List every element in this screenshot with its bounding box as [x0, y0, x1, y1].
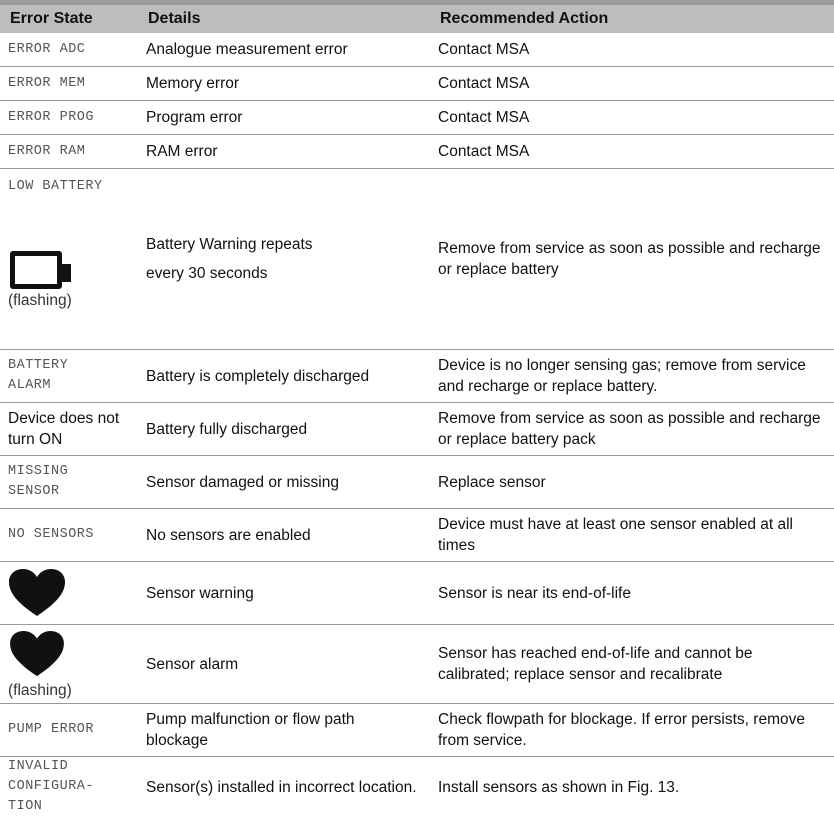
action-cell: Remove from service as soon as possible and recharge or replace battery [430, 169, 834, 350]
low-battery-label: LOW BATTERY [8, 179, 103, 194]
error-state-cell: ERROR MEM [0, 67, 138, 101]
action-cell: Device is no longer sensing gas; remove from service and recharge or replace battery. [430, 350, 834, 403]
action-cell: Check flowpath for blockage. If error persists, remove from service. [430, 704, 834, 757]
state-line: CONFIGURA- [8, 779, 94, 794]
flashing-note: (flashing) [8, 291, 128, 311]
details-cell: Memory error [138, 67, 430, 101]
action-cell: Install sensors as shown in Fig. 13. [430, 757, 834, 817]
action-cell: Sensor is near its end-of-life [430, 562, 834, 625]
heart-icon [8, 568, 66, 618]
header-details: Details [138, 3, 430, 34]
action-cell: Contact MSA [430, 101, 834, 135]
error-state-cell: ERROR RAM [0, 135, 138, 169]
battery-empty-icon [10, 251, 62, 289]
details-cell: Sensor damaged or missing [138, 456, 430, 509]
table-row [0, 625, 834, 704]
table-header-row [0, 3, 834, 34]
action-cell: Contact MSA [430, 135, 834, 169]
details-cell: Sensor(s) installed in incorrect location. [138, 757, 430, 817]
state-line: BATTERY [8, 358, 68, 373]
details-cell [138, 169, 430, 350]
error-state-cell [0, 757, 138, 817]
details-cell: Analogue measurement error [138, 33, 430, 67]
error-state-cell: ERROR PROG [0, 101, 138, 135]
battery-tip [62, 264, 71, 282]
error-state-cell [0, 350, 138, 403]
action-cell: Contact MSA [430, 67, 834, 101]
table-row [0, 509, 834, 562]
action-cell: Sensor has reached end-of-life and cannot be calibrated; replace sensor and recalibrate [430, 625, 834, 704]
table-row [0, 456, 834, 509]
action-cell: Remove from service as soon as possible and recharge or replace battery pack [430, 403, 834, 456]
action-cell: Device must have at least one sensor enabled at all times [430, 509, 834, 562]
details-cell: Program error [138, 101, 430, 135]
table-row [0, 135, 834, 169]
details-line: Battery Warning repeats [146, 236, 313, 253]
error-state-cell: PUMP ERROR [0, 704, 138, 757]
details-cell: Battery fully discharged [138, 403, 430, 456]
table-row [0, 350, 834, 403]
header-recommended-action: Recommended Action [430, 3, 834, 34]
details-cell: No sensors are enabled [138, 509, 430, 562]
action-cell: Contact MSA [430, 33, 834, 67]
error-state-cell: NO SENSORS [0, 509, 138, 562]
details-cell: Sensor warning [138, 562, 430, 625]
table-row [0, 169, 834, 350]
details-cell: Sensor alarm [138, 625, 430, 704]
state-line: TION [8, 799, 42, 814]
error-state-cell [0, 456, 138, 509]
error-state-cell [0, 625, 138, 704]
heart-icon [8, 630, 66, 678]
details-cell: Battery is completely discharged [138, 350, 430, 403]
flashing-note: (flashing) [8, 680, 128, 701]
table-row [0, 101, 834, 135]
action-cell: Replace sensor [430, 456, 834, 509]
error-state-cell: Device does not turn ON [0, 403, 138, 456]
table-row [0, 757, 834, 817]
table-row [0, 403, 834, 456]
state-line: INVALID [8, 759, 68, 774]
details-cell: Pump malfunction or flow path blockage [138, 704, 430, 757]
error-state-cell: ERROR ADC [0, 33, 138, 67]
details-line: every 30 seconds [146, 265, 268, 282]
table-row [0, 33, 834, 67]
header-error-state: Error State [0, 3, 138, 34]
error-state-cell [0, 562, 138, 625]
state-line: ALARM [8, 378, 51, 393]
state-line: MISSING [8, 464, 68, 479]
state-line: SENSOR [8, 484, 60, 499]
table-row [0, 562, 834, 625]
error-state-cell [0, 169, 138, 350]
details-cell: RAM error [138, 135, 430, 169]
table-row [0, 704, 834, 757]
table-row [0, 67, 834, 101]
